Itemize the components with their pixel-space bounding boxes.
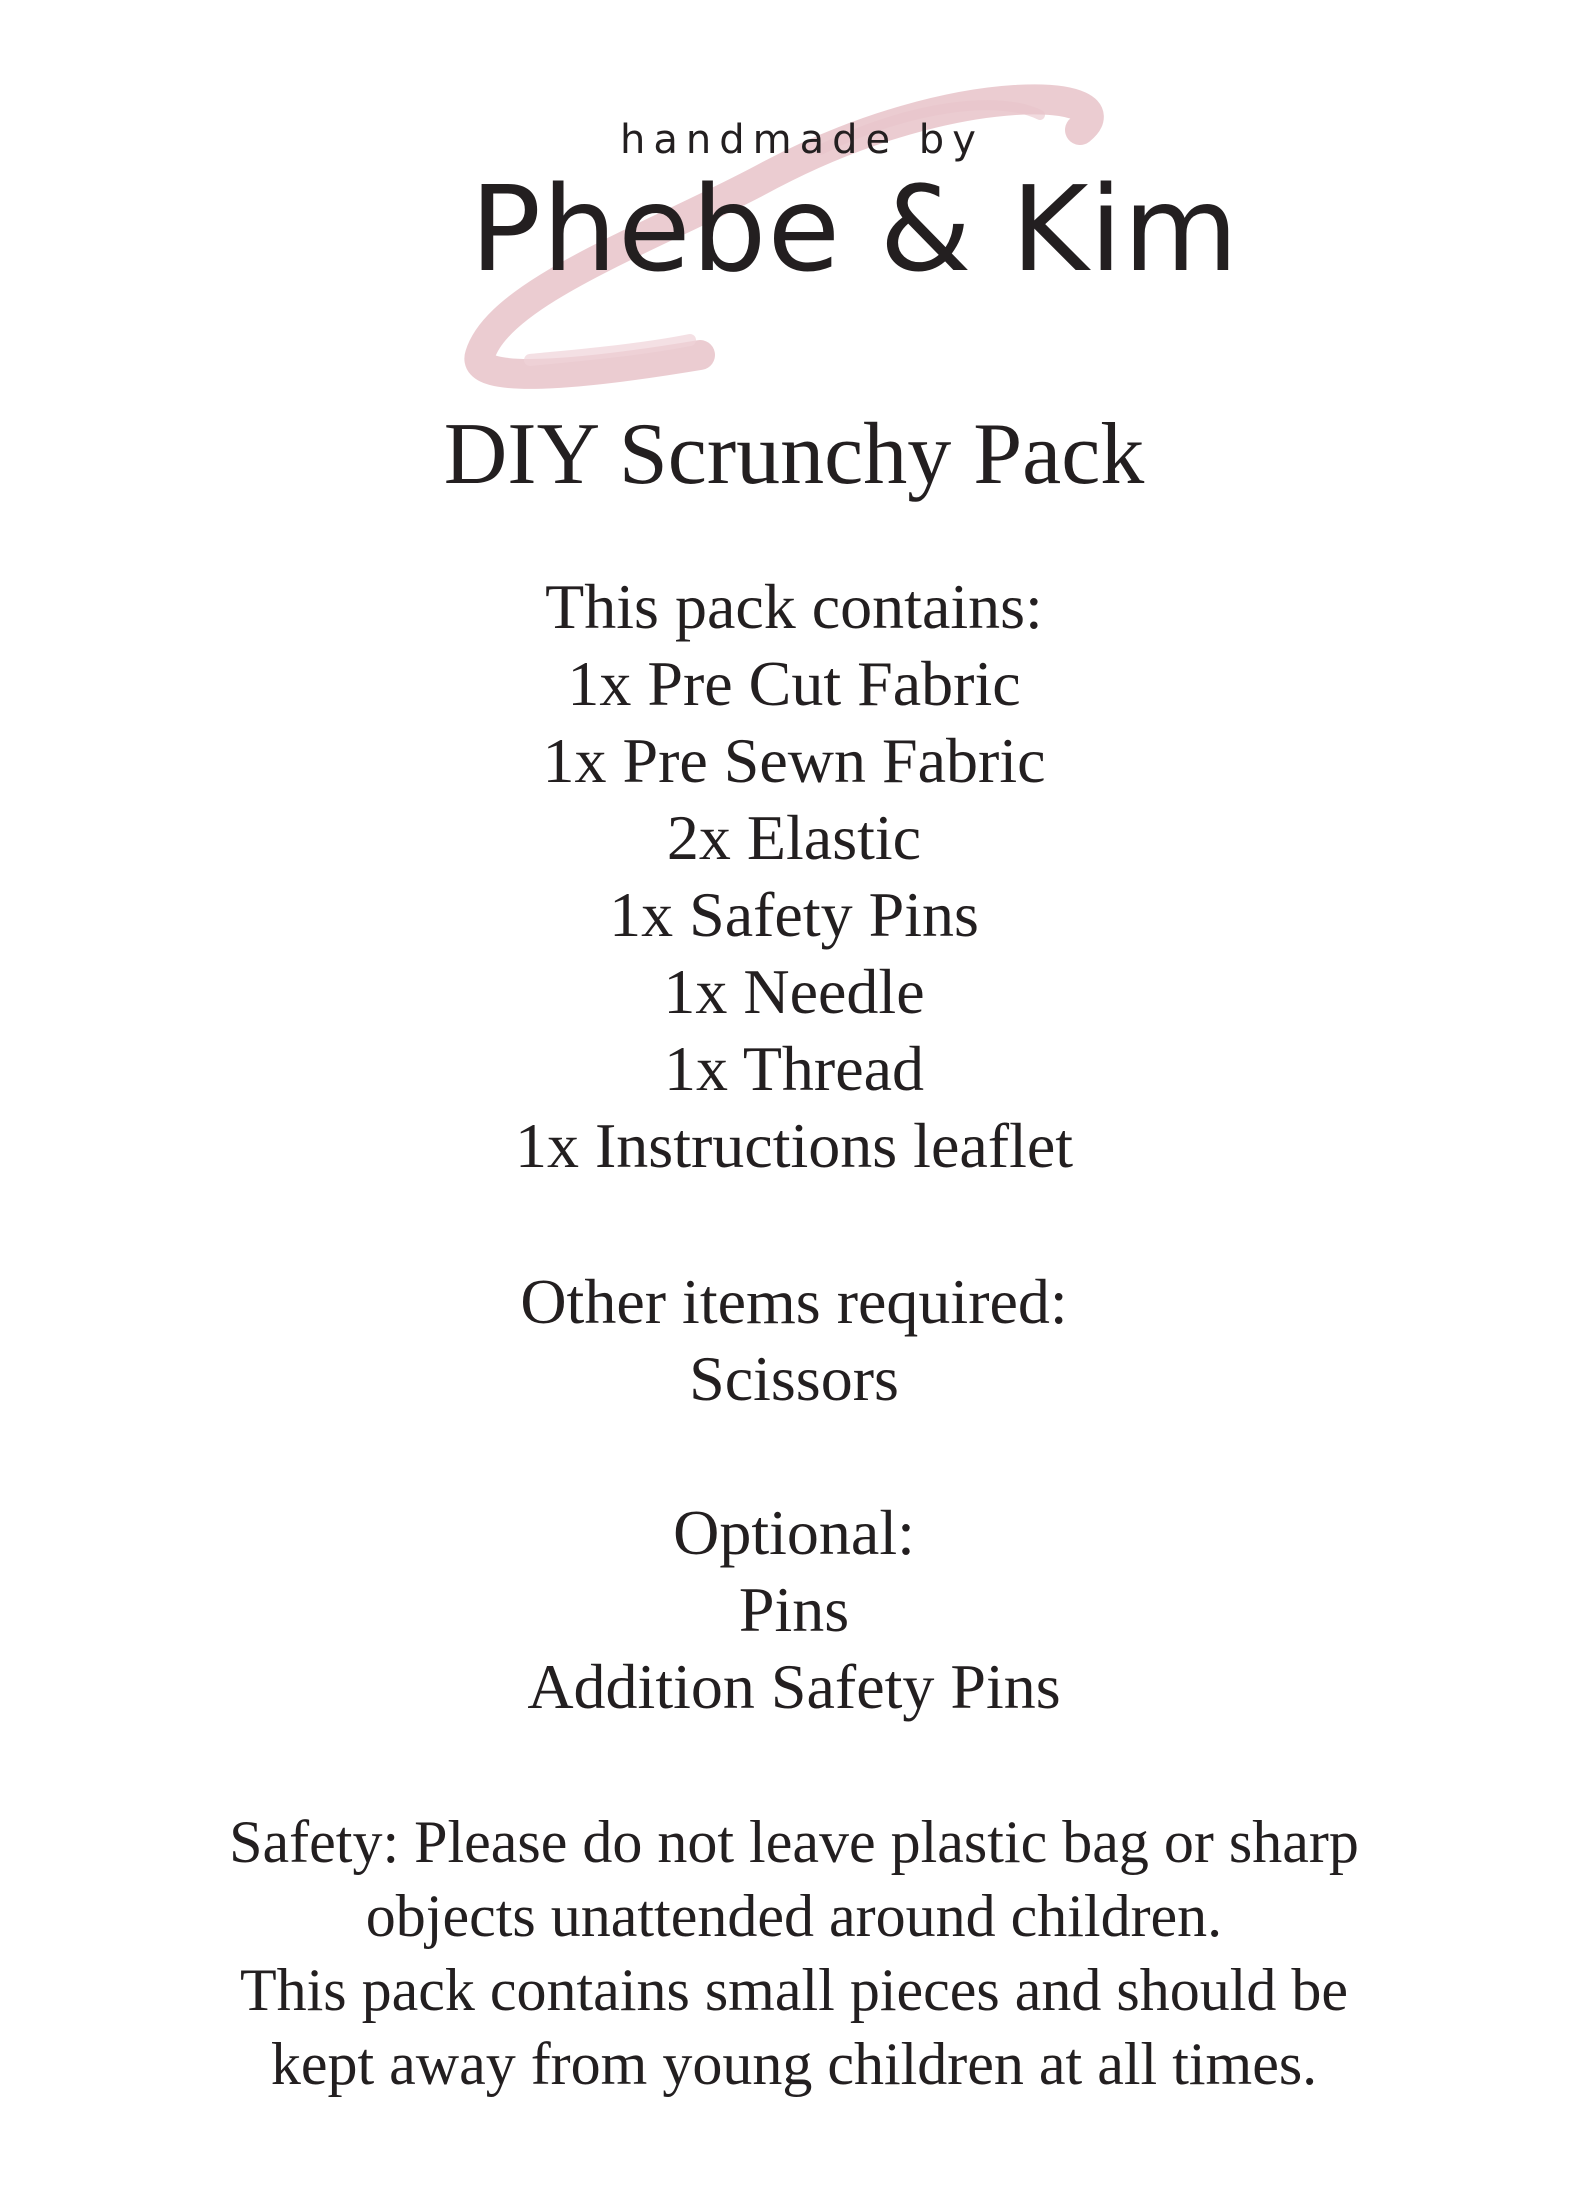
optional-heading: Optional: — [673, 1497, 915, 1568]
contents-item: 1x Pre Sewn Fabric — [542, 725, 1046, 796]
page-title: DIY Scrunchy Pack — [443, 406, 1145, 503]
other-items-heading: Other items required: — [520, 1266, 1068, 1337]
safety-line: objects unattended around children. — [365, 1883, 1223, 1949]
safety-line: This pack contains small pieces and should be — [239, 1957, 1349, 2023]
optional-item: Addition Safety Pins — [527, 1651, 1061, 1722]
logo-tagline: handmade by — [620, 117, 984, 163]
contents-item: 1x Thread — [663, 1033, 925, 1104]
safety-line: Safety: Please do not leave plastic bag or sharp — [229, 1809, 1359, 1875]
safety-line: kept away from young children at all times. — [270, 2031, 1318, 2097]
other-item: Scissors — [689, 1343, 899, 1414]
pack-contents-section — [0, 568, 1588, 1184]
safety-notice — [0, 1805, 1588, 2101]
optional-items-section — [0, 1494, 1588, 1725]
contents-item: 1x Pre Cut Fabric — [567, 648, 1021, 719]
logo-brand-name: Phebe & Kim — [470, 160, 1240, 298]
optional-item: Pins — [738, 1574, 850, 1645]
contents-heading: This pack contains: — [545, 571, 1043, 642]
brand-logo — [440, 55, 1240, 395]
contents-item: 1x Instructions leaflet — [514, 1110, 1074, 1181]
contents-item: 1x Safety Pins — [609, 879, 979, 950]
contents-item: 1x Needle — [663, 956, 925, 1027]
contents-item: 2x Elastic — [666, 802, 922, 873]
other-items-section — [0, 1263, 1588, 1417]
